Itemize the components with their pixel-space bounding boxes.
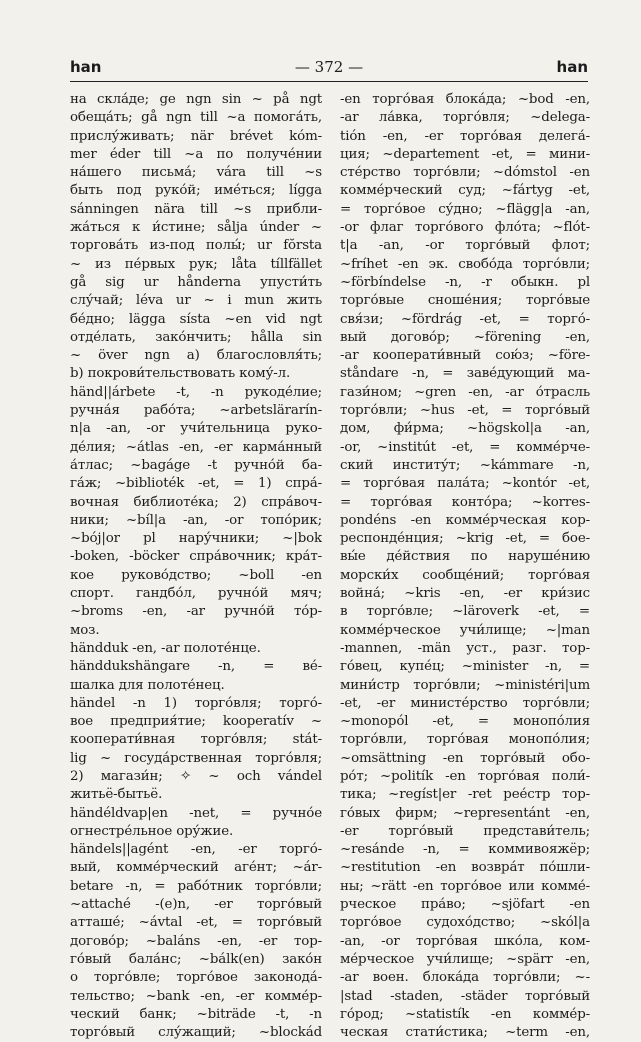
dictionary-line: = торго́вая конто́ра; ~korres- xyxy=(340,494,590,510)
dictionary-line: обеща́ть; gå ngn till ~a помога́ть, xyxy=(70,110,322,126)
dictionary-line: händduk -en, -ar полоте́нце. xyxy=(70,640,261,656)
dictionary-line: торго́вый слу́жащий; ~blockád xyxy=(70,1025,322,1041)
dictionary-line: мини́стр торго́вли; ~ministéri|um xyxy=(340,677,590,693)
header-left-guideword: han xyxy=(70,58,102,76)
dictionary-line: -ar кооперати́вный сою́з; ~före- xyxy=(340,348,590,364)
dictionary-line: вочная библиоте́ка; 2) спра́воч- xyxy=(70,494,322,510)
dictionary-line: кое руково́дство; ~boll -en xyxy=(70,567,322,583)
dictionary-line: вое предприя́тие; kooperatív ~ xyxy=(70,714,322,730)
page-header xyxy=(70,58,588,80)
dictionary-line: ~monopól -et, = монопо́лия xyxy=(340,714,590,730)
dictionary-line: слу́чай; léva ur ~ i mun жить xyxy=(70,293,322,309)
dictionary-line: pondéns -en комме́рческая кор- xyxy=(340,512,590,528)
dictionary-line: жа́ться к и́стине; sålja únder ~ xyxy=(70,220,322,236)
dictionary-line: вы́е де́йствия по наруше́нию xyxy=(340,549,590,565)
dictionary-line: торго́вли, торго́вая монопо́лия; xyxy=(340,732,590,748)
dictionary-line: война́; ~kris -en, -er кри́зис xyxy=(340,586,590,602)
dictionary-line: морски́х сообще́ний; торго́вая xyxy=(340,567,590,583)
dictionary-line: ский институ́т; ~kámmare -n, xyxy=(340,457,590,473)
dictionary-line: атташе́; ~ávtal -et, = торго́вый xyxy=(70,915,322,931)
dictionary-line: tión -en, -er торго́вая делега́- xyxy=(340,128,590,144)
dictionary-line: -ar воен. блока́да торго́вли; ~- xyxy=(340,970,590,986)
dictionary-line: комме́рческий суд; ~fártyg -et, xyxy=(340,183,590,199)
dictionary-line: -ar ла́вка, торго́вля; ~delega- xyxy=(340,110,590,126)
dictionary-line: житьё-бытьё. xyxy=(70,787,163,803)
dictionary-line: торго́вое судохо́дство; ~skól|a xyxy=(340,915,590,931)
page-number: — 372 — xyxy=(294,58,364,76)
dictionary-line: ручна́я рабо́та; ~arbetslärarín- xyxy=(70,403,322,419)
dictionary-line: го́вых фирм; ~representánt -en, xyxy=(340,805,590,821)
dictionary-line: ~omsättning -en торго́вый обо- xyxy=(340,750,590,766)
dictionary-line: моз. xyxy=(70,622,100,638)
dictionary-line: -boken, -böcker спра́вочник; кра́т- xyxy=(70,549,322,565)
dictionary-line: быть под руко́й; име́ться; lígga xyxy=(70,183,322,199)
dictionary-line: ники; ~bíl|a -an, -or топо́рик; xyxy=(70,512,322,528)
dictionary-line: спорт. гандбо́л, ручно́й мяч; xyxy=(70,586,322,602)
dictionary-line: händdukshängare -n, = ве́- xyxy=(70,659,322,675)
dictionary-line: lig ~ госуда́рственная торго́вля; xyxy=(70,750,322,766)
dictionary-line: ståndare -n, = заве́дующий ма- xyxy=(340,366,590,382)
dictionary-line: на скла́де; ge ngn sin ~ på ngt xyxy=(70,92,322,107)
dictionary-line: комме́рческое учи́лище; ~|man xyxy=(340,622,590,638)
dictionary-line: ~resánde -n, = коммивояжёр; xyxy=(340,842,590,858)
dictionary-line: дом, фи́рма; ~högskol|a -an, xyxy=(340,421,590,437)
dictionary-line: -an, -or торго́вая шко́ла, ком- xyxy=(340,933,590,949)
dictionary-line: -or флаг торго́вого фло́та; ~flót- xyxy=(340,220,590,236)
dictionary-line: ~attaché -(e)n, -er торго́вый xyxy=(70,897,322,913)
dictionary-line: гази́ном; ~gren -en, -ar о́трасль xyxy=(340,384,590,400)
dictionary-line: вый, комме́рческий аге́нт; ~ár- xyxy=(70,860,322,876)
dictionary-line: торгова́ть из-под полы́; ur fŏrsta xyxy=(70,238,322,254)
dictionary-line: -et, -er министе́рство торго́вли; xyxy=(340,695,590,711)
dictionary-line: га́ж; ~biblioték -et, = 1) спра́- xyxy=(70,476,322,492)
dictionary-line: бе́дно; lägga sísta ~en vid ngt xyxy=(70,311,322,327)
dictionary-line: о торго́вле; торго́вое законода́- xyxy=(70,970,322,986)
dictionary-line: t|a -an, -or торго́вый флот; xyxy=(340,238,590,254)
dictionary-line: в торго́вле; ~läroverk -et, = xyxy=(340,604,590,620)
dictionary-line: gå sig ur hånderna упусти́ть xyxy=(70,274,322,290)
dictionary-line: ция; ~departement -et, = мини- xyxy=(340,146,590,162)
dictionary-line: ме́рческое учи́лище; ~spärr -en, xyxy=(340,951,590,967)
dictionary-line: mer éder till ~a по получе́нии xyxy=(70,146,322,162)
dictionary-line: отде́лать, зако́нчить; hålla sin xyxy=(70,329,322,345)
dictionary-line: де́лия; ~átlas -en, -er карма́нный xyxy=(70,439,322,455)
dictionary-line: го́род; ~statistík -en комме́р- xyxy=(340,1006,590,1022)
dictionary-line: догово́р; ~baláns -en, -er тор- xyxy=(70,933,322,949)
dictionary-line: händ||árbete -t, -n рукоде́лие; xyxy=(70,384,322,400)
dictionary-line: händéldvap|en -net, = ручно́е xyxy=(70,805,322,821)
dictionary-line: b) покрови́тельствовать кому́-л. xyxy=(70,366,291,382)
dictionary-line: -en торго́вая блока́да; ~bod -en, xyxy=(340,92,590,107)
dictionary-line: n|a -an, -or учи́тельница руко- xyxy=(70,421,322,437)
dictionary-line: -mannen, -män уст., разг. тор- xyxy=(340,640,590,656)
dictionary-line: händels||agént -en, -er торго́- xyxy=(70,842,322,858)
dictionary-line: прислу́живать; när brévet kóm- xyxy=(70,128,322,144)
dictionary-line: торго́вые сноше́ния; торго́вые xyxy=(340,293,590,309)
dictionary-line: рческое пра́во; ~sjöfart -en xyxy=(340,897,590,913)
dictionary-line: вый догово́р; ~förening -en, xyxy=(340,329,590,345)
dictionary-line: ческая стати́стика; ~term -en, xyxy=(340,1025,590,1041)
header-right-guideword: han xyxy=(556,58,588,76)
dictionary-line: ~bój|or pl нару́чники; ~|bok xyxy=(70,531,322,547)
header-rule xyxy=(70,81,588,82)
dictionary-line: ро́т; ~politík -en торго́вая поли́- xyxy=(340,768,590,784)
dictionary-line: = торго́вая пала́та; ~kontór -et, xyxy=(340,476,590,492)
right-column xyxy=(340,91,590,1042)
dictionary-line: ~restitution -en возвра́т по́шли- xyxy=(340,860,590,876)
dictionary-line: огнестре́льное ору́жие. xyxy=(70,823,234,839)
dictionary-line: шалка для полоте́нец. xyxy=(70,677,225,693)
dictionary-line: а́тлас; ~bagáge -t ручно́й ба- xyxy=(70,457,322,473)
dictionary-line: ~fríhet -en эк. свобо́да торго́вли; xyxy=(340,256,590,272)
dictionary-line: = торго́вое су́дно; ~flägg|a -an, xyxy=(340,201,590,217)
dictionary-line: -or, ~institút -et, = комме́рче- xyxy=(340,439,590,455)
dictionary-line: ~förbíndelse -n, -r обыкн. pl xyxy=(340,274,590,290)
dictionary-line: betare -n, = рабо́тник торго́вли; xyxy=(70,878,322,894)
dictionary-line: свя́зи; ~fördrág -et, = торго́- xyxy=(340,311,590,327)
dictionary-line: händel -n 1) торго́вля; торго́- xyxy=(70,695,322,711)
dictionary-line: |stad -staden, -städer торго́вый xyxy=(340,988,590,1004)
dictionary-line: 2) магази́н; ✧ ~ och vándel xyxy=(70,768,322,784)
dictionary-line: тельство; ~bank -en, -er комме́р- xyxy=(70,988,322,1004)
dictionary-line: -er торго́вый представи́тель; xyxy=(340,823,590,839)
dictionary-line: ~broms -en, -ar ручно́й то́р- xyxy=(70,604,322,620)
dictionary-line: на́шего письма́; vára till ~s xyxy=(70,165,322,181)
dictionary-line: ~ из пе́рвых рук; låta tíllfället xyxy=(70,256,322,272)
dictionary-line: го́вый бала́нс; ~bálk(en) зако́н xyxy=(70,951,322,967)
dictionary-line: сте́рство торго́вли; ~dómstol -en xyxy=(340,165,590,181)
dictionary-line: sánningen nära till ~s прибли- xyxy=(70,201,322,217)
dictionary-line: респонде́нция; ~krig -et, = бое- xyxy=(340,531,590,547)
dictionary-line: торго́вли; ~hus -et, = торго́вый xyxy=(340,403,590,419)
dictionary-line: кооперати́вная торго́вля; stát- xyxy=(70,732,322,748)
dictionary-line: ны; ~rätt -en торго́вое или комме́- xyxy=(340,878,590,894)
dictionary-line: ческий банк; ~biträde -t, -n xyxy=(70,1006,322,1022)
dictionary-line: ~ över ngn a) благословля́ть; xyxy=(70,348,322,364)
left-column xyxy=(70,91,322,1042)
dictionary-line: тика; ~regíst|er -ret рее́стр тор- xyxy=(340,787,590,803)
dictionary-line: го́вец, купе́ц; ~minister -n, = xyxy=(340,659,590,675)
